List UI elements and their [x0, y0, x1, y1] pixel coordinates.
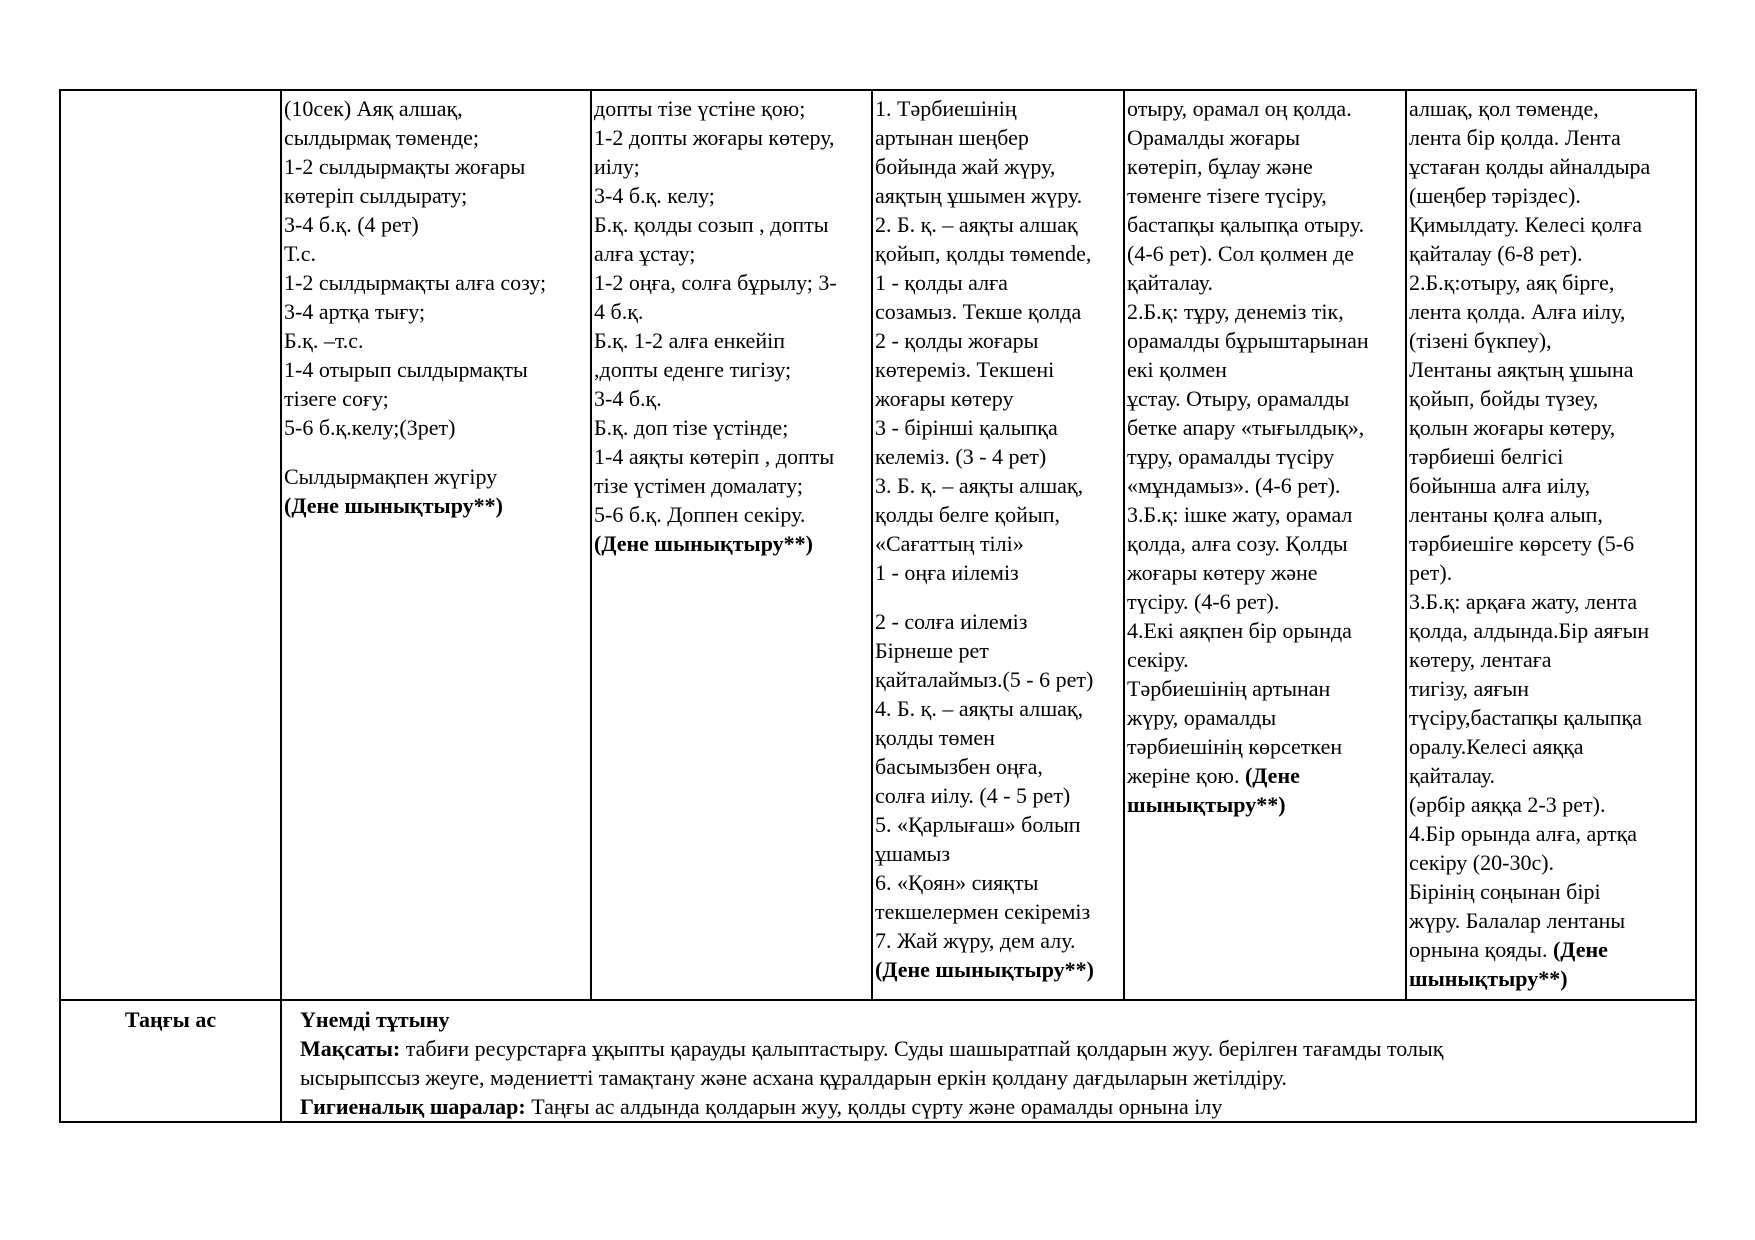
exercise-line-text: жүру. Балалар лентаны — [1409, 908, 1626, 933]
exercise-line-text: лента қолда. Алға иілу, — [1409, 299, 1626, 324]
exercise-line — [594, 152, 869, 181]
exercise-line — [1127, 326, 1403, 355]
exercise-line-text: 6. «Қоян» сияқты — [875, 870, 1039, 895]
exercise-line — [284, 123, 588, 152]
exercise-line — [1127, 123, 1403, 152]
exercise-line — [284, 413, 588, 442]
exercise-line — [1127, 761, 1403, 790]
breakfast-label: Таңғы ас — [124, 1007, 217, 1032]
exercise-line-text: Бірнеше рет — [875, 638, 989, 663]
exercise-line-text: артынан шеңбер — [875, 125, 1029, 150]
exercise-line — [875, 355, 1121, 384]
exercise-line — [875, 210, 1121, 239]
exercise-line — [594, 500, 869, 529]
exercise-line — [284, 297, 588, 326]
exercise-line-text: иілу; — [594, 154, 640, 179]
exercise-line — [1127, 239, 1403, 268]
exercise-line — [1409, 384, 1693, 413]
exercise-line-text: отыру, орамал оң қолда. — [1127, 96, 1352, 121]
exercise-line — [1409, 616, 1693, 645]
exercise-line — [1409, 94, 1693, 123]
exercise-line-text: бойында жай жүру, — [875, 154, 1056, 179]
exercise-line — [1409, 761, 1693, 790]
exercise-line — [875, 181, 1121, 210]
exercise-line-text: 1-4 аяқты көтеріп , допты — [594, 444, 835, 469]
row-label-cell — [60, 90, 281, 1000]
exercise-line — [875, 636, 1121, 665]
exercise-line — [1127, 181, 1403, 210]
exercise-line-text: 1 - қолды алға — [875, 270, 1008, 295]
line-spacer — [284, 442, 588, 462]
exercise-line — [1409, 210, 1693, 239]
exercise-line — [1409, 413, 1693, 442]
exercise-line-text: (әрбір аяққа 2-3 рет). — [1409, 792, 1606, 817]
exercise-line-text: жоғары көтеру — [875, 386, 1014, 411]
exercise-line — [875, 471, 1121, 500]
exercise-line — [594, 239, 869, 268]
exercise-line-text: секіру. — [1127, 647, 1189, 672]
exercise-line-text: 1 - оңға иілеміз — [875, 560, 1019, 585]
exercise-line — [1409, 848, 1693, 877]
daily-plan-table — [59, 89, 1697, 1123]
exercise-line-text: түсіру,бастапқы қалыпқа — [1409, 705, 1642, 730]
exercise-line-text: тұру, орамалды түсіру — [1127, 444, 1335, 469]
exercise-line-text: 2.Б.қ:отыру, аяқ бірге, — [1409, 270, 1615, 295]
exercise-line — [594, 442, 869, 471]
exercise-line-text: 1-2 допты жоғары көтеру, — [594, 125, 835, 150]
exercise-line — [875, 94, 1121, 123]
exercise-line-text: ұстау. Отыру, орамалды — [1127, 386, 1350, 411]
exercise-line — [875, 665, 1121, 694]
exercise-line-text: Лентаны аяқтың ұшына — [1409, 357, 1634, 382]
exercise-line — [284, 268, 588, 297]
exercise-line — [1127, 674, 1403, 703]
exercise-line — [284, 210, 588, 239]
exercise-line-text: түсіру. (4-6 рет). — [1127, 589, 1280, 614]
exercise-line — [1409, 877, 1693, 906]
hygiene-text: Таңғы ас алдында қолдарын жуу, қолды сүрту және орамалды орнына ілу — [525, 1094, 1223, 1119]
exercise-line-text: Сылдырмақпен жүгіру — [284, 464, 498, 489]
exercise-line-text: 3 - бірінші қалыпқа — [875, 415, 1058, 440]
exercise-line-text: қойып, қолды төмende, — [875, 241, 1092, 266]
goal-text-continued: ысырыпссыз жеуге, мәдениетті тамақтану және асхана құралдарын еркін қолдану дағдыларын жетілдіру. — [300, 1065, 1287, 1090]
exercise-line — [1409, 935, 1693, 964]
exercise-line — [875, 384, 1121, 413]
exercise-line-text: 2 - солға иілеміз — [875, 609, 1028, 634]
exercise-line — [1409, 500, 1693, 529]
exercise-line — [1409, 181, 1693, 210]
exercise-line — [875, 694, 1121, 723]
exercise-line-text: лентаны қолға алып, — [1409, 502, 1603, 527]
exercise-line — [1409, 587, 1693, 616]
exercise-line-text: текшелермен секіреміз — [875, 899, 1091, 924]
exercise-line-text: қойып, бойды түзеу, — [1409, 386, 1599, 411]
exercise-line — [1127, 152, 1403, 181]
exercise-line — [284, 94, 588, 123]
exercise-line-text: 3.Б.қ: арқаға жату, лента — [1409, 589, 1638, 614]
exercise-line-text: 4.Екі аяқпен бір орында — [1127, 618, 1352, 643]
exercise-line — [1127, 616, 1403, 645]
exercise-line-text: ұстаған қолды айналдыра — [1409, 154, 1651, 179]
exercise-line-text: көтеру, лентаға — [1409, 647, 1552, 672]
exercise-line-text: бастапқы қалыпқа отыру. — [1127, 212, 1365, 237]
exercise-line-text: оралу.Келесі аяққа — [1409, 734, 1584, 759]
exercise-line — [1127, 210, 1403, 239]
exercise-line-text: орнына қояды. — [1409, 937, 1553, 962]
exercise-line — [284, 384, 588, 413]
exercise-line — [594, 326, 869, 355]
exercise-line-text: рет). — [1409, 560, 1453, 585]
exercise-line-bold-tail: (Дене — [1552, 937, 1608, 962]
exercise-line-text: 5-6 б.қ.келу;(3рет) — [284, 415, 456, 440]
exercise-line-text: допты тізе үстіне қою; — [594, 96, 806, 121]
exercise-line — [1127, 384, 1403, 413]
breakfast-heading: Үнемді тұтыну — [300, 1007, 450, 1032]
breakfast-goal — [300, 1034, 1685, 1063]
exercise-line-text: (тізені бүкпеу), — [1409, 328, 1552, 353]
exercise-line-text: 5-6 б.қ. Доппен секіру. — [594, 502, 806, 527]
exercise-line-text: алға ұстау; — [594, 241, 696, 266]
exercise-line-text: ұшамыз — [875, 841, 951, 866]
exercise-line — [875, 529, 1121, 558]
exercise-line-text: созамыз. Текше қолда — [875, 299, 1082, 324]
exercise-line-text: тәрбиеші белгісі — [1409, 444, 1564, 469]
exercise-line-text: басымызбен оңға, — [875, 754, 1043, 779]
exercise-line-text: 1-2 сылдырмақты жоғары — [284, 154, 526, 179]
exercise-line — [1127, 645, 1403, 674]
exercise-line — [1127, 790, 1403, 819]
exercise-line-text: (10сек) Аяқ алшақ, — [284, 96, 463, 121]
exercise-line-text: Т.с. — [284, 241, 317, 266]
exercise-line-text: қайталаймыз.(5 - 6 рет) — [875, 667, 1094, 692]
exercise-line — [875, 152, 1121, 181]
exercise-col-2 — [591, 90, 872, 1000]
exercise-line-text: бойынша алға иілу, — [1409, 473, 1591, 498]
exercise-line — [1127, 703, 1403, 732]
exercise-line — [284, 152, 588, 181]
exercise-line-text: тізеге соғу; — [284, 386, 389, 411]
breakfast-hygiene — [300, 1092, 1685, 1121]
exercise-line — [875, 413, 1121, 442]
exercise-line — [1409, 558, 1693, 587]
exercise-line-text: екі қолмен — [1127, 357, 1227, 382]
exercise-line — [1409, 819, 1693, 848]
exercise-line — [1409, 442, 1693, 471]
exercise-line-text: көтеріп сылдырату; — [284, 183, 468, 208]
exercise-line-text: тәрбиешіге көрсету (5-6 — [1409, 531, 1635, 556]
exercise-line-text: Орамалды жоғары — [1127, 125, 1301, 150]
exercise-line — [1409, 355, 1693, 384]
exercise-line — [1409, 471, 1693, 500]
exercise-line — [875, 897, 1121, 926]
exercise-line — [1409, 239, 1693, 268]
exercise-line — [594, 413, 869, 442]
exercise-line-text: орамалды бұрыштарынан — [1127, 328, 1369, 353]
exercise-line-text: аяқтың ұшымен жүру. — [875, 183, 1083, 208]
exercise-line — [875, 839, 1121, 868]
exercise-line-text: қайталау. — [1127, 270, 1213, 295]
exercise-line-text: шынықтыру**) — [1409, 966, 1568, 991]
exercise-line — [875, 810, 1121, 839]
exercise-line — [875, 239, 1121, 268]
exercise-line — [594, 355, 869, 384]
exercise-line-text: ,допты еденге тигізу; — [594, 357, 792, 382]
exercise-line — [1409, 123, 1693, 152]
exercise-line — [1409, 297, 1693, 326]
exercise-line — [1409, 674, 1693, 703]
exercise-line — [1127, 587, 1403, 616]
exercise-line-text: сылдырмақ төменде; — [284, 125, 480, 150]
exercise-line — [594, 210, 869, 239]
exercise-line — [284, 355, 588, 384]
exercise-line — [875, 607, 1121, 636]
exercise-line — [1409, 906, 1693, 935]
line-spacer — [875, 587, 1121, 607]
exercise-line-text: 2 - қолды жоғары — [875, 328, 1039, 353]
exercise-line — [1409, 703, 1693, 732]
exercise-line-text: 1. Тәрбиешінің — [875, 96, 1017, 121]
exercise-line-text: көтереміз. Текшені — [875, 357, 1055, 382]
exercise-line — [875, 752, 1121, 781]
exercise-line-text: 5. «Қарлығаш» болып — [875, 812, 1081, 837]
exercise-line-text: 4 б.қ. — [594, 299, 644, 324]
exercise-line — [1409, 732, 1693, 761]
exercise-line-text: 3.Б.қ: ішке жату, орамал — [1127, 502, 1353, 527]
exercise-line-text: 3-4 б.қ. келу; — [594, 183, 715, 208]
exercise-line-text: Тәрбиешінің артынан — [1127, 676, 1331, 701]
exercise-line-text: Б.қ. –т.с. — [284, 328, 364, 353]
exercise-line-text: тигізу, аяғын — [1409, 676, 1530, 701]
exercise-line — [1127, 413, 1403, 442]
exercise-line — [875, 123, 1121, 152]
exercise-line-text: (4-6 рет). Сол қолмен де — [1127, 241, 1355, 266]
exercise-line — [1409, 152, 1693, 181]
exercise-line — [1409, 326, 1693, 355]
exercise-line — [1409, 268, 1693, 297]
exercise-line — [875, 442, 1121, 471]
exercise-line-bold-tail: (Дене — [1244, 763, 1300, 788]
exercise-line — [594, 471, 869, 500]
exercise-line — [594, 181, 869, 210]
exercise-line — [1409, 790, 1693, 819]
exercise-line-text: 1-2 сылдырмақты алға созу; — [284, 270, 547, 295]
exercise-line — [1127, 268, 1403, 297]
exercise-line-text: 3-4 артқа тығу; — [284, 299, 426, 324]
exercise-line — [284, 491, 588, 520]
exercise-line-text: жеріне қою. — [1127, 763, 1245, 788]
exercise-line-text: 3-4 б.қ. — [594, 386, 662, 411]
exercise-line-text: (Дене шынықтыру**) — [875, 957, 1094, 982]
exercise-line — [1127, 558, 1403, 587]
exercise-line-text: тәрбиешінің көрсеткен — [1127, 734, 1343, 759]
exercise-line — [1127, 297, 1403, 326]
exercise-line-text: секіру (20-30с). — [1409, 850, 1555, 875]
breakfast-label-cell — [60, 1000, 281, 1122]
exercise-col-4 — [1124, 90, 1406, 1000]
exercise-line-text: 1-4 отырып сылдырмақты — [284, 357, 528, 382]
exercise-line-text: қолда, алға созу. Қолды — [1127, 531, 1348, 556]
exercise-line — [1127, 500, 1403, 529]
exercise-line-text: «мұндамыз». (4-6 рет). — [1127, 473, 1341, 498]
exercise-line-text: «Сағаттың тілі» — [875, 531, 1024, 556]
exercise-line-text: алшақ, қол төменде, — [1409, 96, 1599, 121]
exercise-line-text: жүру, орамалды — [1127, 705, 1277, 730]
exercise-line — [284, 326, 588, 355]
exercise-line-text: Б.қ. қолды созып , допты — [594, 212, 829, 237]
exercise-line — [1409, 645, 1693, 674]
exercise-line — [594, 297, 869, 326]
exercise-line — [1127, 355, 1403, 384]
exercise-line — [875, 868, 1121, 897]
exercise-line-text: Қимылдату. Келесі қолға — [1409, 212, 1643, 237]
exercise-line — [1127, 732, 1403, 761]
exercise-line-text: солға иілу. (4 - 5 рет) — [875, 783, 1071, 808]
exercise-line-text: (Дене шынықтыру**) — [594, 531, 813, 556]
exercise-line-text: 3. Б. қ. – аяқты алшақ, — [875, 473, 1084, 498]
exercise-line-text: қолды белге қойып, — [875, 502, 1061, 527]
exercise-line-text: 2. Б. қ. – аяқты алшақ — [875, 212, 1078, 237]
exercise-line-text: (Дене шынықтыру**) — [284, 493, 503, 518]
exercise-line-text: қолда, алдында.Бір аяғын — [1409, 618, 1650, 643]
exercise-line-text: 1-2 оңға, солға бұрылу; 3- — [594, 270, 837, 295]
exercise-line-text: көтеріп, бұлау және — [1127, 154, 1313, 179]
exercise-line — [594, 529, 869, 558]
exercise-col-1 — [281, 90, 591, 1000]
exercise-line — [1409, 964, 1693, 993]
exercise-line — [875, 723, 1121, 752]
exercise-line — [875, 500, 1121, 529]
exercise-line-text: қайталау. — [1409, 763, 1495, 788]
exercise-line — [875, 268, 1121, 297]
goal-label: Мақсаты: — [300, 1036, 401, 1061]
exercise-line-text: Б.қ. 1-2 алға енкейіп — [594, 328, 785, 353]
exercise-line-text: қайталау (6-8 рет). — [1409, 241, 1583, 266]
exercise-line — [875, 558, 1121, 587]
exercise-line — [875, 326, 1121, 355]
exercise-line — [875, 297, 1121, 326]
exercise-line-text: Бірінің соңынан бірі — [1409, 879, 1601, 904]
exercise-line — [594, 94, 869, 123]
exercise-line-text: шынықтыру**) — [1127, 792, 1286, 817]
exercise-line — [594, 123, 869, 152]
exercise-line — [875, 781, 1121, 810]
exercise-line — [594, 384, 869, 413]
exercise-line — [1127, 94, 1403, 123]
exercise-line-text: жоғары көтеру және — [1127, 560, 1318, 585]
breakfast-row — [60, 1000, 1696, 1122]
exercise-line — [1127, 442, 1403, 471]
exercise-line — [1409, 529, 1693, 558]
breakfast-content-cell — [281, 1000, 1696, 1122]
exercise-line-text: бетке апару «тығылдық», — [1127, 415, 1365, 440]
exercise-line-text: лента бір қолда. Лента — [1409, 125, 1621, 150]
exercise-line — [875, 926, 1121, 955]
hygiene-label: Гигиеналық шаралар: — [300, 1094, 526, 1119]
exercise-line-text: қолын жоғары көтеру, — [1409, 415, 1616, 440]
exercise-col-3 — [872, 90, 1124, 1000]
exercise-line — [284, 181, 588, 210]
exercise-line — [594, 268, 869, 297]
exercise-line — [284, 462, 588, 491]
exercise-line — [284, 239, 588, 268]
exercise-line-text: қолды төмен — [875, 725, 995, 750]
exercise-line-text: тізе үстімен домалату; — [594, 473, 803, 498]
exercise-line-text: Б.қ. доп тізе үстінде; — [594, 415, 789, 440]
exercise-line-text: (шеңбер тәріздес). — [1409, 183, 1581, 208]
exercise-line-text: 4.Бір орында алға, артқа — [1409, 821, 1638, 846]
exercise-line-text: келеміз. (3 - 4 рет) — [875, 444, 1047, 469]
goal-text: табиғи ресурстарға ұқыпты қарауды қалыптастыру. Суды шашыратпай қолдарын жуу. берілген тағамды толық — [400, 1036, 1444, 1061]
exercise-line-text: 7. Жай жүру, дем алу. — [875, 928, 1076, 953]
exercise-line-text: 2.Б.қ: тұру, денеміз тік, — [1127, 299, 1344, 324]
exercise-line — [1127, 471, 1403, 500]
exercise-line — [875, 955, 1121, 984]
exercise-line-text: 3-4 б.қ. (4 рет) — [284, 212, 419, 237]
exercise-line — [1127, 529, 1403, 558]
exercise-line-text: төменге тізеге түсіру, — [1127, 183, 1327, 208]
exercise-line-text: 4. Б. қ. – аяқты алшақ, — [875, 696, 1084, 721]
exercise-col-5 — [1406, 90, 1696, 1000]
exercise-row — [60, 90, 1696, 1000]
